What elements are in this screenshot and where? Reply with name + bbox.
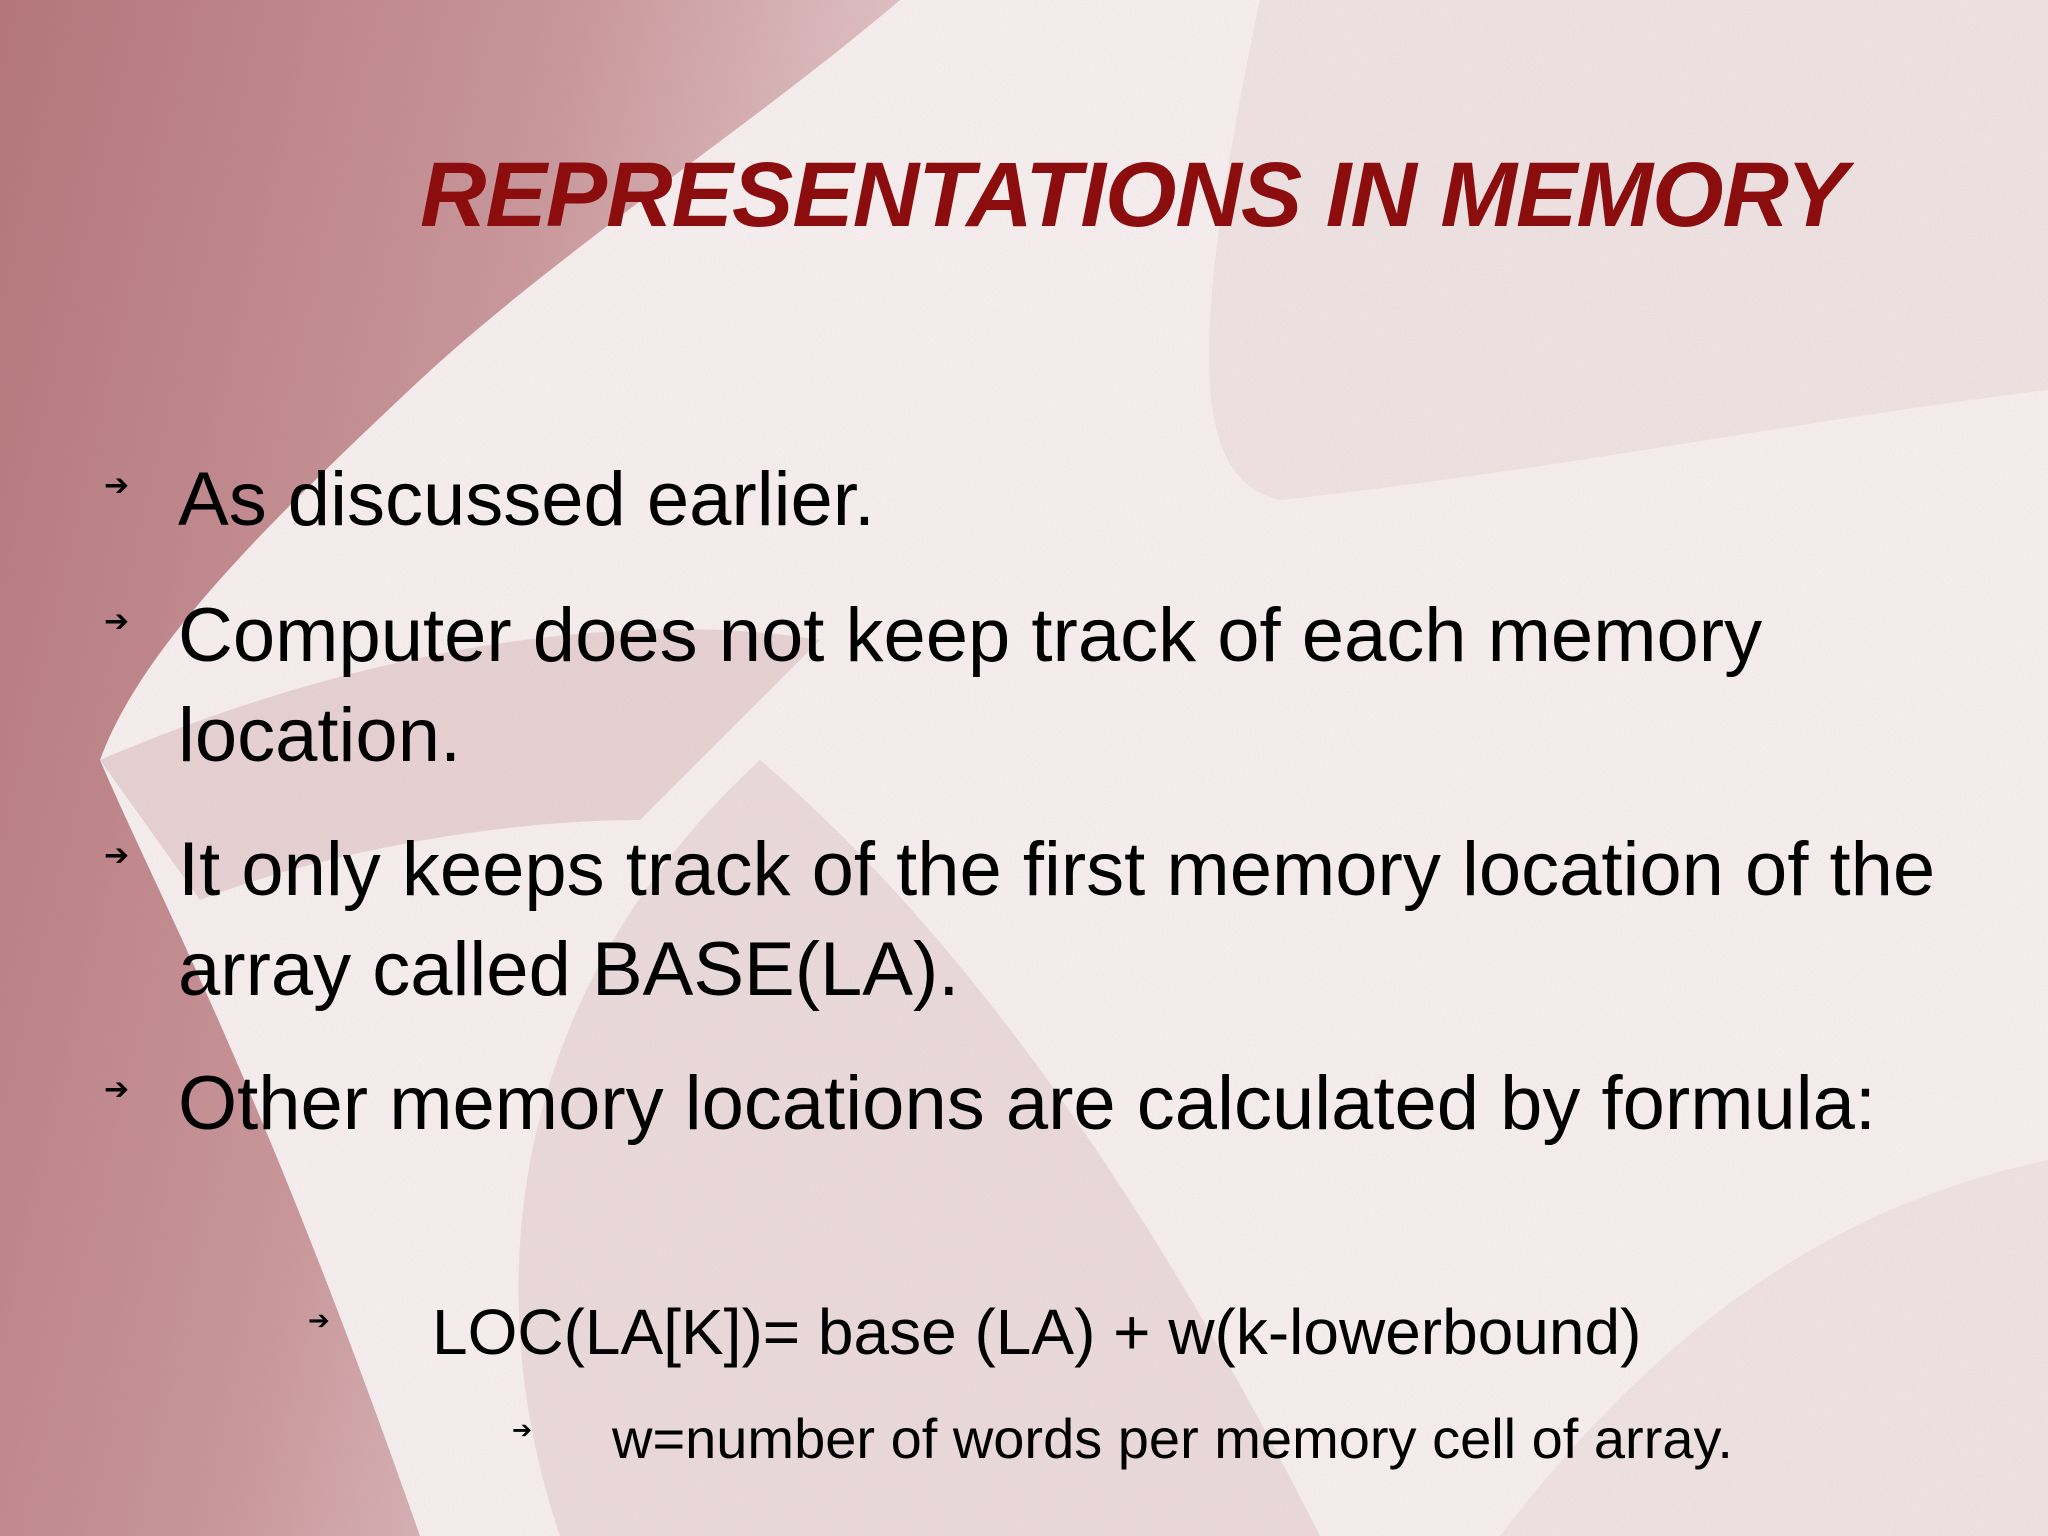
formula-text: LOC(LA[K])= base (LA) + w(k-lowerbound)	[432, 1296, 1642, 1368]
arrow-bullet-icon: ➔	[104, 468, 130, 503]
arrow-bullet-icon: ➔	[104, 838, 130, 873]
bullet-text: Other memory locations are calculated by formula:	[178, 1061, 1877, 1146]
slide-title: REPRESENTATIONS IN MEMORY	[420, 144, 1847, 246]
bullet-text: Computer does not keep track of each memory location.	[178, 593, 1763, 778]
arrow-bullet-icon: ➔	[104, 1072, 130, 1107]
arrow-bullet-icon: ➔	[104, 604, 130, 639]
bullet-text: w=number of words per memory cell of array.	[612, 1407, 1733, 1470]
bullet-text: It only keeps track of the first memory location of the array called BASE(LA).	[178, 827, 1936, 1012]
bullet-text: As discussed earlier.	[178, 457, 875, 542]
arrow-bullet-icon: ➔	[308, 1306, 330, 1336]
arrow-bullet-icon: ➔	[512, 1416, 533, 1444]
